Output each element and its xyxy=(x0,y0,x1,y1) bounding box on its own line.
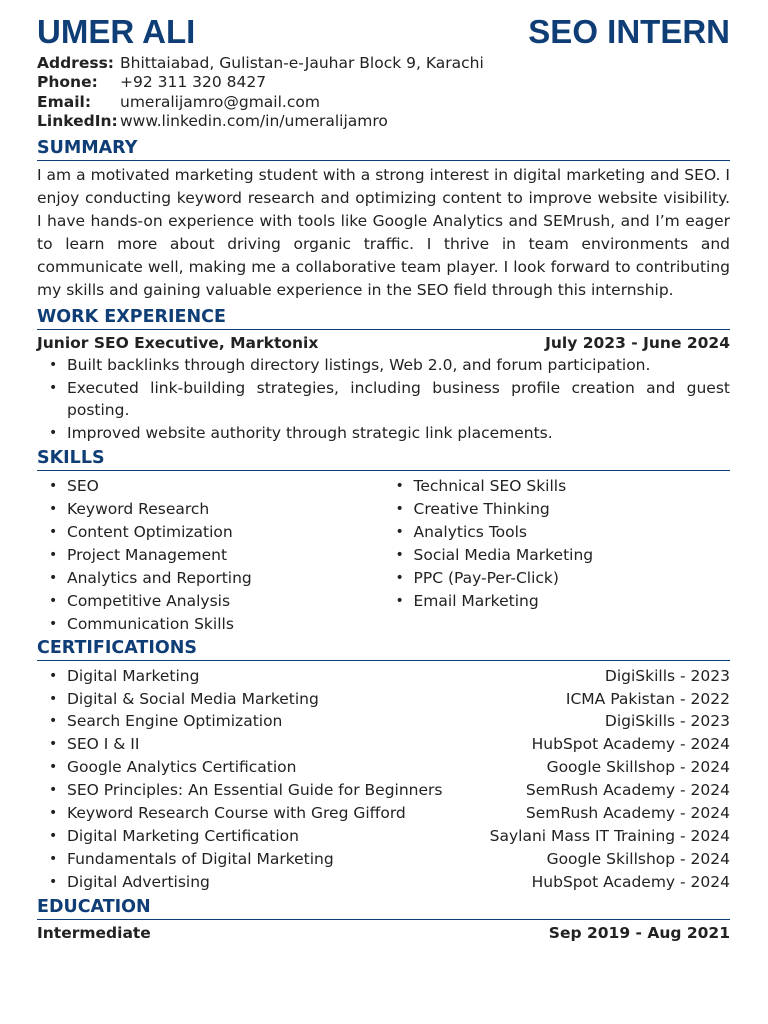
target-role: SEO INTERN xyxy=(528,13,730,50)
list-item: • Improved website authority through strategic link placements. xyxy=(37,422,730,445)
list-item xyxy=(37,733,730,756)
section-title: EDUCATION xyxy=(37,897,730,920)
certification-list xyxy=(37,665,730,894)
cert-name: • Google Analytics Certification xyxy=(67,758,297,777)
cert-name: • Fundamentals of Digital Marketing xyxy=(67,849,334,868)
section-title: SKILLS xyxy=(37,448,730,471)
contact-label: Email: xyxy=(37,92,92,111)
contact-email xyxy=(37,93,730,112)
cert-issuer: HubSpot Academy - 2024 xyxy=(531,872,730,891)
cert-issuer: Google Skillshop - 2024 xyxy=(546,849,730,868)
job-dates: July 2023 - June 2024 xyxy=(545,333,730,352)
work-section xyxy=(37,307,730,446)
resume-header xyxy=(37,10,730,52)
list-item xyxy=(37,665,730,688)
list-item xyxy=(37,688,730,711)
list-item xyxy=(37,779,730,802)
skills-section xyxy=(37,448,730,635)
cert-issuer: SemRush Academy - 2024 xyxy=(525,781,730,800)
cert-name: • Digital & Social Media Marketing xyxy=(67,689,319,708)
skills-right-column xyxy=(384,475,731,635)
list-item: • Communication Skills xyxy=(37,613,384,636)
skills-columns xyxy=(37,475,730,635)
summary-section xyxy=(37,138,730,301)
candidate-name: UMER ALI xyxy=(37,13,196,50)
list-item: • Analytics Tools xyxy=(384,521,731,544)
certifications-section xyxy=(37,638,730,894)
cert-name: • SEO I & II xyxy=(67,735,140,754)
cert-issuer: ICMA Pakistan - 2022 xyxy=(565,689,730,708)
cert-issuer: DigiSkills - 2023 xyxy=(604,712,730,731)
contact-phone xyxy=(37,73,730,92)
cert-issuer: Saylani Mass IT Training - 2024 xyxy=(489,826,730,845)
list-item: • Social Media Marketing xyxy=(384,544,731,567)
contact-label: Phone: xyxy=(37,73,98,92)
list-item: • Built backlinks through directory listings, Web 2.0, and forum participation. xyxy=(37,354,730,377)
education-section xyxy=(37,897,730,944)
section-title: SUMMARY xyxy=(37,138,730,161)
list-item xyxy=(37,825,730,848)
cert-issuer: HubSpot Academy - 2024 xyxy=(531,735,730,754)
list-item: • PPC (Pay-Per-Click) xyxy=(384,567,731,590)
list-item: • Content Optimization xyxy=(37,521,384,544)
cert-name: • Keyword Research Course with Greg Gifford xyxy=(67,804,406,823)
contact-label: LinkedIn: xyxy=(37,111,118,130)
list-item: • Analytics and Reporting xyxy=(37,567,384,590)
contact-value: +92 311 320 8427 xyxy=(120,73,267,92)
list-item: • Competitive Analysis xyxy=(37,590,384,613)
list-item xyxy=(37,802,730,825)
cert-name: • SEO Principles: An Essential Guide for Beginners xyxy=(67,781,443,800)
list-item: • Technical SEO Skills xyxy=(384,475,731,498)
cert-name: • Digital Marketing xyxy=(67,666,200,685)
job-position: Junior SEO Executive, Marktonix xyxy=(37,333,319,352)
list-item xyxy=(37,871,730,894)
contact-block xyxy=(37,54,730,131)
list-item: • Project Management xyxy=(37,544,384,567)
job-bullets xyxy=(37,354,730,446)
contact-linkedin xyxy=(37,112,730,131)
skills-left-column xyxy=(37,475,384,635)
education-degree: Intermediate xyxy=(37,923,151,942)
job-header xyxy=(37,333,730,354)
section-title: WORK EXPERIENCE xyxy=(37,307,730,330)
resume-page xyxy=(37,10,730,944)
list-item xyxy=(37,710,730,733)
contact-value: www.linkedin.com/in/umeralijamro xyxy=(120,111,388,130)
list-item: • Keyword Research xyxy=(37,498,384,521)
list-item: • Executed link-building strategies, including business profile creation and guest posting. xyxy=(37,377,730,423)
cert-issuer: Google Skillshop - 2024 xyxy=(546,758,730,777)
contact-label: Address: xyxy=(37,54,114,72)
summary-text: I am a motivated marketing student with a strong interest in digital marketing and SEO. I enjoy conducting keyword research and optimizing content to improve website visibility. I have hands-on experience with tools like Google Analytics and SEMrush, and I’m eager to learn more about driving organic traffic. I thrive in team environments and communicate well, making me a collaborative team player. I look forward to contributing my skills and gaining valuable experience in the SEO field through this internship. xyxy=(37,166,730,299)
cert-issuer: SemRush Academy - 2024 xyxy=(525,804,730,823)
education-dates: Sep 2019 - Aug 2021 xyxy=(548,923,730,942)
cert-name: • Search Engine Optimization xyxy=(67,712,283,731)
list-item: • Email Marketing xyxy=(384,590,731,613)
education-entry xyxy=(37,923,730,944)
list-item xyxy=(37,756,730,779)
list-item: • SEO xyxy=(37,475,384,498)
list-item: • Creative Thinking xyxy=(384,498,731,521)
list-item xyxy=(37,848,730,871)
cert-name: • Digital Marketing Certification xyxy=(67,826,299,845)
contact-value: Bhittaiabad, Gulistan-e-Jauhar Block 9, Karachi xyxy=(120,54,484,72)
contact-address xyxy=(37,54,730,73)
cert-issuer: DigiSkills - 2023 xyxy=(604,666,730,685)
cert-name: • Digital Advertising xyxy=(67,872,210,891)
contact-value: umeralijamro@gmail.com xyxy=(120,92,320,111)
section-title: CERTIFICATIONS xyxy=(37,638,730,661)
